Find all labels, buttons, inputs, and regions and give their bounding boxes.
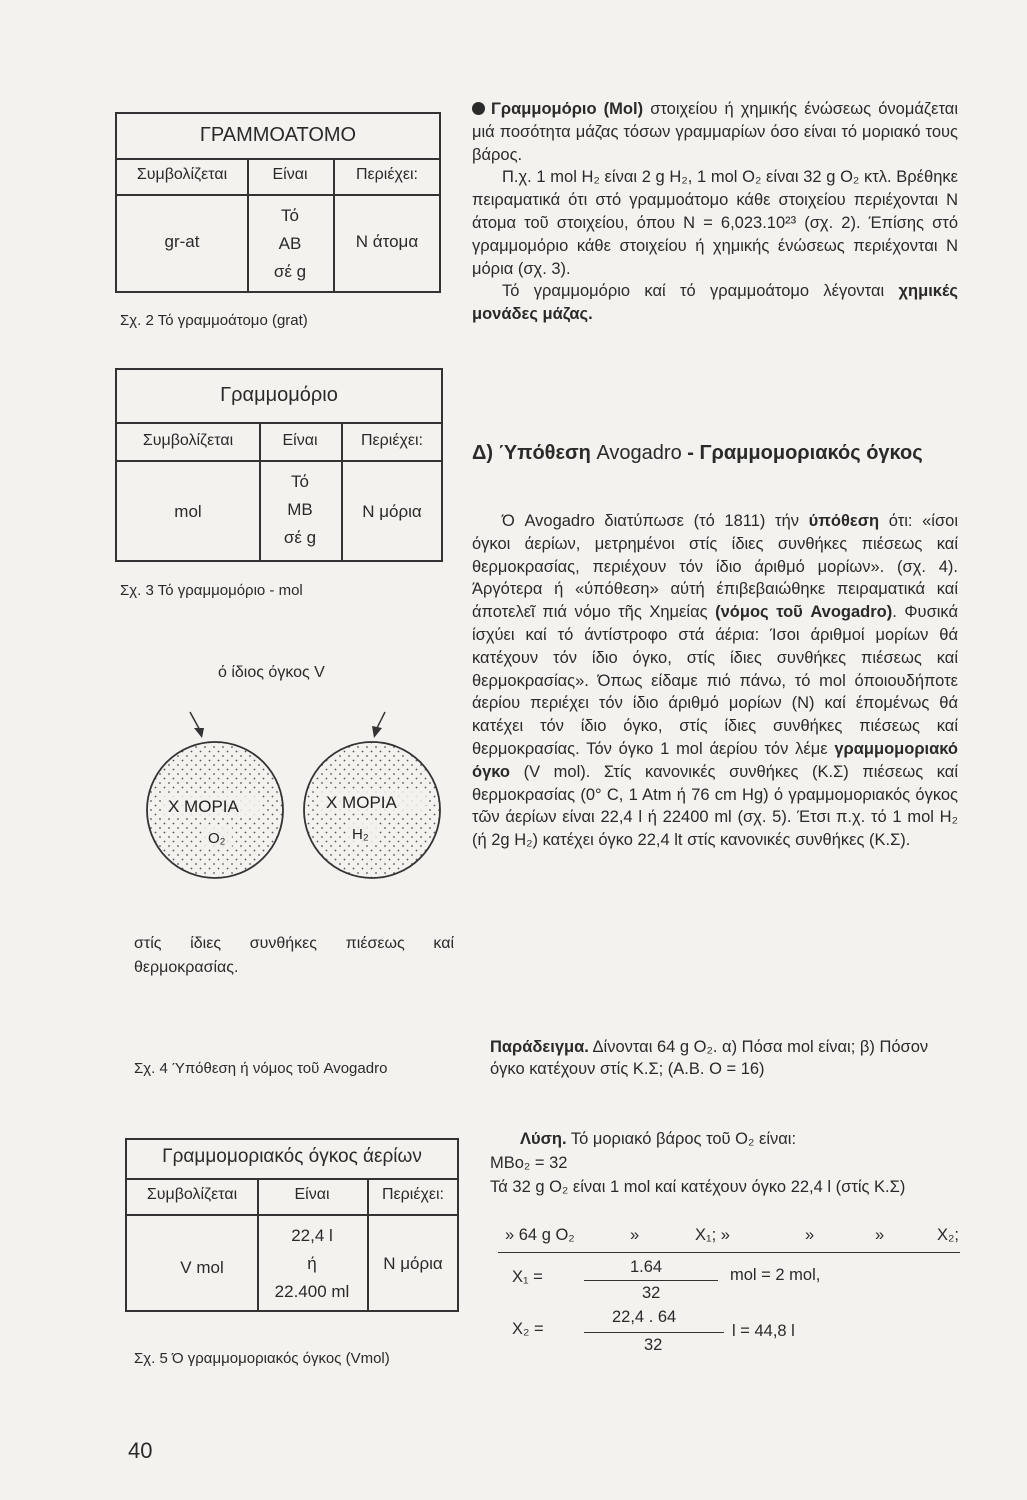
gram-molecule-table — [115, 368, 443, 562]
bullet-icon — [472, 102, 485, 115]
symbol-cell: gr-at — [164, 232, 200, 251]
figure-caption: Σχ. 2 Τό γραμμοάτομο (grat) — [120, 312, 308, 329]
header-cell: Είναι — [294, 1186, 330, 1203]
symbol-cell: V mol — [180, 1258, 224, 1277]
header-cell: Είναι — [282, 432, 318, 449]
page-number: 40 — [128, 1438, 153, 1463]
paragraph: Π.χ. 1 mol H₂ είναι 2 g H₂, 1 mol O₂ είναι 32 g O₂ κτλ. Βρέθηκε πειραματικά ότι στό γραμμοάτομο κάθε στοιχείου περιέχονται Ν άτομα τοῦ στοιχείου, όπου Ν = 6,023.10²³ (σχ. 2). Έπίσης στό γραμμομόριο κάθε στοιχείου ή χημικής ένώσεως περιέχονται Ν μόρια (σχ. 3). — [472, 168, 958, 278]
solution-label: Λύση. — [520, 1130, 567, 1148]
is-cell: 22,4 l ή 22.400 ml — [274, 1226, 350, 1301]
header-cell: Συμβολίζεται — [136, 166, 228, 183]
header-cell: Συμβολίζεται — [146, 1186, 238, 1203]
intro-text: Γραμμομόριο (Mol) στοιχείου ή χημικής ένώσεως όνομάζεται μιά ποσότητα μάζας τόσων γραμμαρίων όσο είναι τό μοριακό τους βάρος. Π.χ. 1 mol H₂ είναι 2 g H₂, 1 mol O₂ είναι 32 g O₂ κτλ. Βρέθηκε πειραματικά ότι στό γραμμοάτομο κάθε στοιχείου περιέχονται Ν άτομα τοῦ στοιχείου, όπου Ν = 6,023.10²³ (σχ. 2). Έπίσης στό γραμμομόριο κάθε στοιχείου ή χημικής ένώσεως περιέχονται Ν μόρια (σχ. 3). Τό γραμμομόριο καί τό γραμμοάτομο λέγονται χημικές μονάδες μάζας. — [472, 98, 958, 326]
x1-fraction-bar — [584, 1280, 718, 1281]
x1-denominator: 32 — [642, 1284, 661, 1302]
h2-label: H₂ — [352, 826, 369, 843]
x2-fraction-bar — [584, 1332, 724, 1333]
o2-label: O₂ — [208, 830, 226, 847]
term-mol: Γραμμομόριο (Mol) — [491, 100, 644, 118]
gram-atom-table — [115, 112, 441, 293]
header-cell: Περιέχει: — [355, 166, 418, 183]
header-cell: Περιέχει: — [381, 1186, 444, 1203]
table-title: Γραμμομοριακός όγκος άερίων — [162, 1146, 422, 1167]
header-cell: Είναι — [272, 166, 308, 183]
molar-volume-table — [125, 1138, 459, 1312]
figure-top-label: ό ίδιος όγκος V — [218, 664, 325, 681]
x2-denominator: 32 — [644, 1336, 663, 1354]
solution: Λύση. Τό μοριακό βάρος τοῦ O₂ είναι: — [520, 1130, 797, 1148]
line-32g: Τά 32 g O₂ είναι 1 mol καί κατέχουν όγκο 22,4 l (στίς Κ.Σ) — [490, 1178, 906, 1196]
x2-numerator: 22,4 . 64 — [612, 1308, 677, 1326]
table-title: ΓΡΑΜΜΟΑΤΟΜΟ — [199, 124, 357, 146]
symbol-cell: mol — [174, 502, 202, 521]
x2-lhs: X₂ = — [512, 1320, 544, 1338]
section-heading: Δ) Ύπόθεση Avogadro - Γραμμομοριακός όγκος — [472, 442, 923, 464]
figure-caption: Σχ. 3 Τό γραμμομόριο - mol — [120, 582, 303, 599]
x1-lhs: X₁ = — [512, 1268, 543, 1286]
contains-cell: Ν άτομα — [355, 232, 419, 251]
mbo2-line: MBo₂ = 32 — [490, 1154, 568, 1172]
header-cell: Περιέχει: — [360, 432, 423, 449]
paragraph: Ό Avogadro διατύπωσε (τό 1811) τήν ύπόθεση ότι: «ίσοι όγκοι άερίων, μετρημένοι στίς ίδιες συνθήκες πιέσεως καί θερμοκρασίας, περιέχουν τόν ίδιο άριθμό μορίων». (σχ. 4). Άργότερα ή «ύπόθεση» αύτή έπιβεβαιώθηκε πειραματικά καί άποτελεῖ πιά νόμο τῆς Χημείας (νόμος τοῦ Avogadro). Φυσικά ίσχύει καί τό άντίστροφο στά άέρια: Ίσοι άριθμοί μορίων θά κατέχουν τόν ίδιο όγκο, στίς ίδιες συνθήκες πιέσεως καί θερμοκρασίας». Όπως είδαμε πιό πάνω, τό mol όποιουδήποτε άερίου περιέχει τόν ίδιο άριθμό μορίων (Ν) καί έπομένως θά κατέχει τόν ίδιο όγκο, στίς ίδιες συνθήκες πιέσεως καί θερμοκρασίας. Τόν όγκο 1 mol άερίου τόν λέμε γραμμομοριακό όγκο (V mol). Στίς κανονικές συνθήκες (Κ.Σ) πιέσεως καί θερμοκρασίας (0° C, 1 Atm ή 76 cm Hg) ό γραμμομοριακός όγκος τῶν άερίων είναι 22,4 l ή 22400 ml (σχ. 5). Έτσι π.χ. τό 1 mol H₂ (ή 2g H₂) κατέχει όγκο 22,4 lt στίς κανονικές συνθήκες (Κ.Σ). — [472, 512, 959, 850]
contains-cell: Ν μόρια — [383, 1254, 443, 1273]
example: Παράδειγμα. Δίνονται 64 g O₂. α) Πόσα mol είναι; β) Πόσον όγκο κατέχουν στίς Κ.Σ; (Α.Β. Ο = 16) — [490, 1038, 929, 1078]
example-label: Παράδειγμα. — [490, 1038, 589, 1056]
figure-caption: Σχ. 4 Ύπόθεση ή νόμος τοῦ Avogadro — [134, 1060, 388, 1077]
left-molecules-label: Χ ΜΟΡΙΑ — [168, 797, 239, 816]
is-cell: Τό ΑΒ σέ g — [273, 206, 307, 281]
figure-caption: Σχ. 5 Ό γραμμομοριακός όγκος (Vmol) — [134, 1350, 390, 1367]
figure-bottom-text: στίς ίδιες συνθήκες πιέσεως καί θερμοκρασίας. — [134, 935, 454, 976]
paragraph: Τό γραμμομόριο καί τό γραμμοάτομο λέγονται χημικές μονάδες μάζας. — [472, 282, 958, 324]
right-molecules-label: Χ ΜΟΡΙΑ — [326, 793, 397, 812]
contains-cell: Ν μόρια — [362, 502, 422, 521]
is-cell: Τό ΜΒ σέ g — [283, 472, 317, 547]
underline — [498, 1252, 960, 1253]
avogadro-text — [472, 510, 958, 852]
x1-result: mol = 2 mol, — [730, 1266, 821, 1284]
avogadro-figure — [140, 700, 450, 910]
x1-numerator: 1.64 — [630, 1258, 663, 1276]
header-cell: Συμβολίζεται — [142, 432, 234, 449]
x2-result: l = 44,8 l — [732, 1322, 795, 1340]
table-title: Γραμμομόριο — [220, 384, 338, 406]
